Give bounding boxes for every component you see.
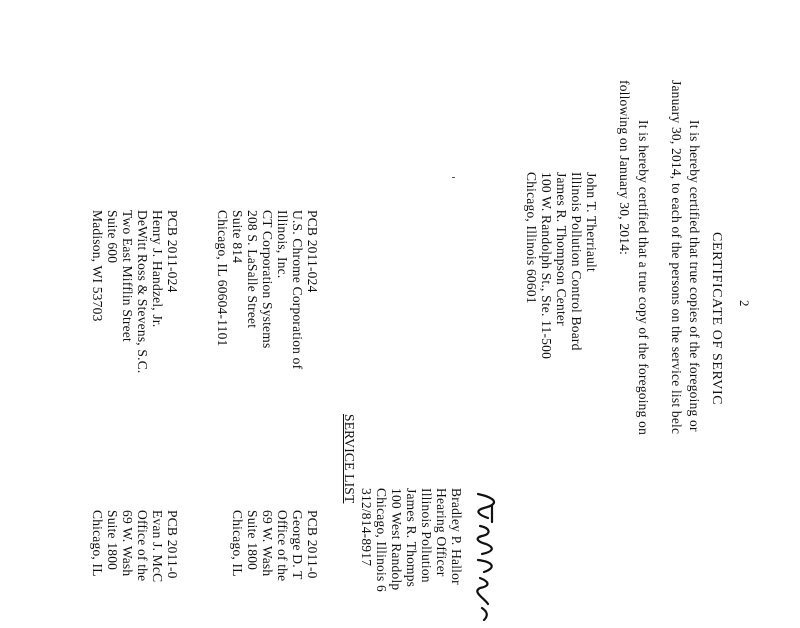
hearing-officer-line: 312/814-8917 <box>359 488 374 567</box>
service-line: Madison, WI 53703 <box>90 210 105 322</box>
service-line: U.S. Chrome Corporation of <box>290 210 305 370</box>
service-line: PCB 2011-0 <box>305 510 320 579</box>
hearing-officer-line: James R. Thomps <box>404 488 419 588</box>
paragraph1-line1: It is hereby certified that true copies of the foregoing or <box>687 120 702 432</box>
service-line: PCB 2011-024 <box>165 210 180 293</box>
service-line: CT Corporation Systems <box>260 210 275 349</box>
addressee-line: John T. Therriault <box>584 172 599 272</box>
service-line: Suite 600 <box>105 210 120 264</box>
service-list-heading: SERVICE LIST <box>342 414 357 504</box>
service-line: Suite 1800 <box>105 510 120 571</box>
addressee-line: 100 W. Randolph St., Ste. 11-500 <box>539 172 554 360</box>
hearing-officer-line: Hearing Officer <box>434 488 449 577</box>
service-line: 208 S. LaSalle Street <box>245 210 260 329</box>
service-line: Suite 1800 <box>245 510 260 571</box>
service-line: Office of the <box>275 510 290 582</box>
hearing-officer-line: 100 West Randolp <box>389 488 404 591</box>
paragraph1-line2: January 30, 2014, to each of the persons on the service list belc <box>669 80 684 435</box>
service-line: Evan J. McC <box>150 510 165 583</box>
signature <box>466 488 506 628</box>
service-line: Office of the <box>135 510 150 582</box>
hearing-officer-line: Illinois Pollution <box>419 488 434 583</box>
page-number: 2 <box>737 300 752 307</box>
addressee-line: Chicago, Illinois 60601 <box>524 172 539 304</box>
stray-mark <box>452 177 455 178</box>
service-line: DeWitt Ross & Stevens, S.C. <box>135 210 150 374</box>
service-line: Henry J. Handzel, Jr. <box>150 210 165 328</box>
service-line: 69 W. Wash <box>260 510 275 577</box>
service-line: PCB 2011-0 <box>165 510 180 579</box>
document-title: CERTIFICATE OF SERVIC <box>709 232 724 406</box>
service-line: 69 W. Wash <box>120 510 135 577</box>
service-line: Chicago, IL <box>230 510 245 577</box>
service-line: Suite 814 <box>230 210 245 264</box>
service-line: Illinois, Inc. <box>275 210 290 279</box>
service-line: George D. T <box>290 510 305 580</box>
paragraph2-line2: following on January 30, 2014: <box>617 80 632 256</box>
addressee-line: Illinois Pollution Control Board <box>569 172 584 351</box>
paragraph2-line1: It is hereby certified that a true copy of the foregoing on <box>636 120 651 436</box>
service-line: PCB 2011-024 <box>305 210 320 293</box>
service-line: Chicago, IL 60604-1101 <box>215 210 230 347</box>
addressee-line: James R. Thompson Center <box>554 172 569 326</box>
service-line: Two East Mifflin Street <box>120 210 135 343</box>
hearing-officer-line: Bradley P. Hallor <box>449 488 464 585</box>
hearing-officer-line: Chicago, Illinois 6 <box>374 488 389 592</box>
service-line: Chicago, IL <box>90 510 105 577</box>
